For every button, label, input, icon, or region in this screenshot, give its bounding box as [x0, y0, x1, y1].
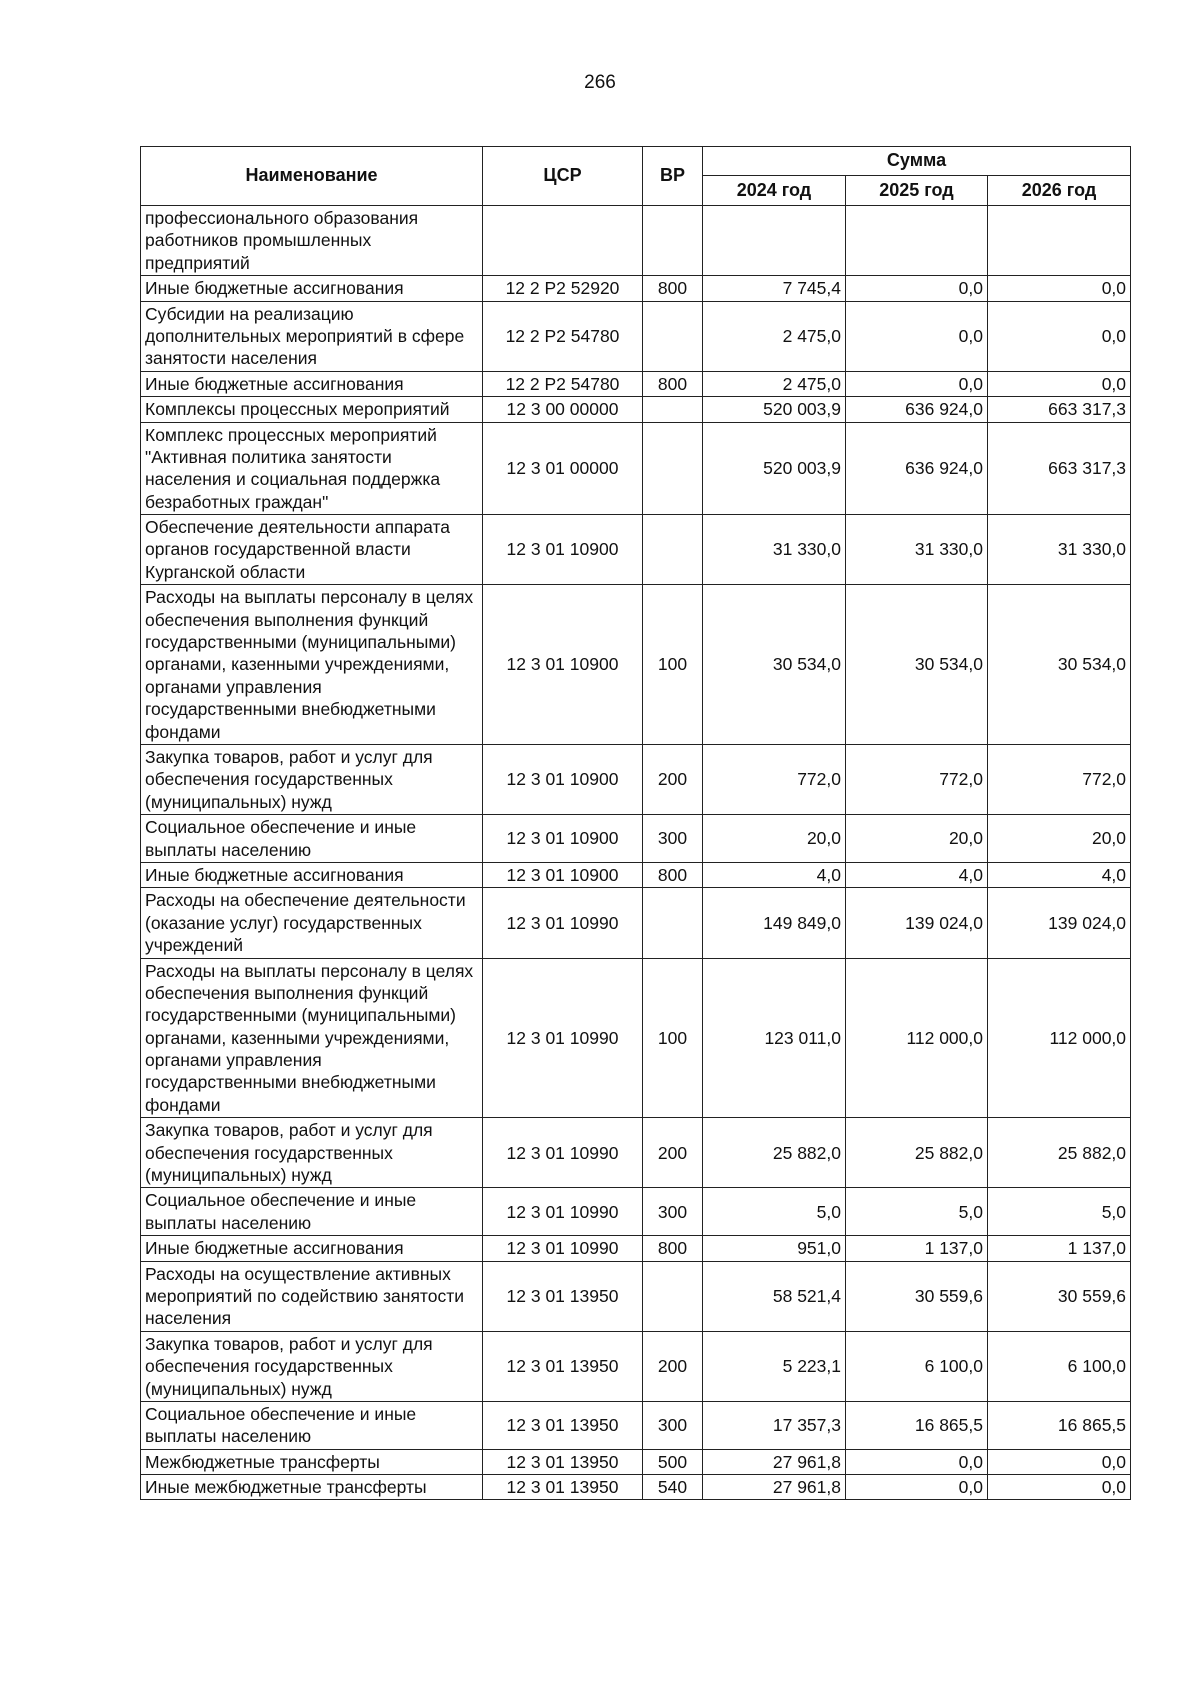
row-name: Социальное обеспечение и иные выплаты населению: [141, 1188, 483, 1236]
row-amount-2026: 25 882,0: [988, 1118, 1131, 1188]
table-body: [141, 206, 1131, 1500]
row-amount-2025: 0,0: [846, 1449, 988, 1474]
row-csr: 12 3 01 13950: [483, 1261, 643, 1331]
row-name: Межбюджетные трансферты: [141, 1449, 483, 1474]
row-amount-2024: [703, 206, 846, 276]
row-amount-2024: 772,0: [703, 744, 846, 814]
table-row: [141, 585, 1131, 745]
table-row: [141, 888, 1131, 958]
row-csr: 12 3 01 10990: [483, 1236, 643, 1261]
row-name: Закупка товаров, работ и услуг для обеспечения государственных (муниципальных) нужд: [141, 1118, 483, 1188]
row-amount-2026: 139 024,0: [988, 888, 1131, 958]
row-name: Иные межбюджетные трансферты: [141, 1475, 483, 1500]
table-row: [141, 276, 1131, 301]
row-name: Расходы на обеспечение деятельности (оказание услуг) государственных учреждений: [141, 888, 483, 958]
row-amount-2025: 1 137,0: [846, 1236, 988, 1261]
row-amount-2026: 16 865,5: [988, 1401, 1131, 1449]
row-vr: 100: [643, 585, 703, 745]
row-amount-2025: 30 559,6: [846, 1261, 988, 1331]
row-amount-2026: 0,0: [988, 371, 1131, 396]
row-name: Комплексы процессных мероприятий: [141, 397, 483, 422]
row-amount-2024: 27 961,8: [703, 1449, 846, 1474]
row-amount-2024: 20,0: [703, 815, 846, 863]
row-vr: [643, 397, 703, 422]
row-amount-2026: 1 137,0: [988, 1236, 1131, 1261]
budget-table: [140, 146, 1131, 1500]
row-vr: [643, 1261, 703, 1331]
row-csr: 12 3 01 10900: [483, 744, 643, 814]
row-name: Закупка товаров, работ и услуг для обеспечения государственных (муниципальных) нужд: [141, 1331, 483, 1401]
row-name: Социальное обеспечение и иные выплаты населению: [141, 1401, 483, 1449]
row-name: Социальное обеспечение и иные выплаты населению: [141, 815, 483, 863]
row-amount-2026: 30 534,0: [988, 585, 1131, 745]
table-row: [141, 1118, 1131, 1188]
table-row: [141, 206, 1131, 276]
table-row: [141, 422, 1131, 515]
row-amount-2025: 0,0: [846, 276, 988, 301]
table-row: [141, 1261, 1131, 1331]
table-header: [141, 147, 1131, 206]
table-row: [141, 1236, 1131, 1261]
row-amount-2025: 0,0: [846, 1475, 988, 1500]
row-amount-2026: 663 317,3: [988, 422, 1131, 515]
row-name: Иные бюджетные ассигнования: [141, 276, 483, 301]
table-row: [141, 301, 1131, 371]
table-row: [141, 1449, 1131, 1474]
row-amount-2024: 30 534,0: [703, 585, 846, 745]
row-amount-2026: 5,0: [988, 1188, 1131, 1236]
row-amount-2026: 0,0: [988, 301, 1131, 371]
row-csr: 12 3 01 10900: [483, 815, 643, 863]
row-amount-2026: 772,0: [988, 744, 1131, 814]
table-row: [141, 515, 1131, 585]
row-amount-2024: 520 003,9: [703, 422, 846, 515]
header-year-2024: 2024 год: [703, 176, 846, 206]
row-amount-2024: 4,0: [703, 862, 846, 887]
row-amount-2025: 0,0: [846, 371, 988, 396]
row-amount-2026: 4,0: [988, 862, 1131, 887]
row-amount-2024: 520 003,9: [703, 397, 846, 422]
row-csr: 12 3 01 10990: [483, 888, 643, 958]
row-name: Иные бюджетные ассигнования: [141, 1236, 483, 1261]
row-name: Расходы на выплаты персоналу в целях обеспечения выполнения функций государственными (муниципальными) органами, казенными учреждениями, органами управления государственными внебюджетными фондами: [141, 958, 483, 1118]
row-amount-2024: 58 521,4: [703, 1261, 846, 1331]
row-amount-2026: 0,0: [988, 1449, 1131, 1474]
header-csr: ЦСР: [483, 147, 643, 206]
table-row: [141, 815, 1131, 863]
row-vr: 800: [643, 862, 703, 887]
row-vr: [643, 515, 703, 585]
row-csr: 12 3 01 10900: [483, 585, 643, 745]
table-row: [141, 1475, 1131, 1500]
row-vr: 100: [643, 958, 703, 1118]
row-amount-2025: 0,0: [846, 301, 988, 371]
row-amount-2025: 4,0: [846, 862, 988, 887]
row-amount-2024: 123 011,0: [703, 958, 846, 1118]
row-csr: 12 3 01 13950: [483, 1449, 643, 1474]
row-amount-2026: 20,0: [988, 815, 1131, 863]
row-amount-2024: 27 961,8: [703, 1475, 846, 1500]
row-name: Иные бюджетные ассигнования: [141, 862, 483, 887]
row-csr: 12 3 01 00000: [483, 422, 643, 515]
row-name: Расходы на выплаты персоналу в целях обеспечения выполнения функций государственными (муниципальными) органами, казенными учреждениями, органами управления государственными внебюджетными фондами: [141, 585, 483, 745]
row-vr: 200: [643, 744, 703, 814]
row-vr: 800: [643, 276, 703, 301]
row-amount-2024: 7 745,4: [703, 276, 846, 301]
header-year-2026: 2026 год: [988, 176, 1131, 206]
header-vr: ВР: [643, 147, 703, 206]
header-sum: Сумма: [703, 147, 1131, 176]
row-name: Расходы на осуществление активных мероприятий по содействию занятости населения: [141, 1261, 483, 1331]
row-amount-2024: 951,0: [703, 1236, 846, 1261]
row-name: Обеспечение деятельности аппарата органов государственной власти Курганской области: [141, 515, 483, 585]
row-vr: 500: [643, 1449, 703, 1474]
row-csr: 12 2 Р2 52920: [483, 276, 643, 301]
row-name: Комплекс процессных мероприятий "Активная политика занятости населения и социальная поддержка безработных граждан": [141, 422, 483, 515]
row-csr: 12 3 01 10900: [483, 862, 643, 887]
row-csr: 12 3 01 10990: [483, 1118, 643, 1188]
row-csr: [483, 206, 643, 276]
table-row: [141, 744, 1131, 814]
row-amount-2025: 636 924,0: [846, 397, 988, 422]
row-amount-2024: 17 357,3: [703, 1401, 846, 1449]
table-row: [141, 371, 1131, 396]
row-vr: 200: [643, 1118, 703, 1188]
row-amount-2026: 112 000,0: [988, 958, 1131, 1118]
row-name: Закупка товаров, работ и услуг для обеспечения государственных (муниципальных) нужд: [141, 744, 483, 814]
row-amount-2025: 6 100,0: [846, 1331, 988, 1401]
row-csr: 12 3 00 00000: [483, 397, 643, 422]
row-amount-2026: 30 559,6: [988, 1261, 1131, 1331]
table-row: [141, 1401, 1131, 1449]
row-vr: [643, 206, 703, 276]
row-csr: 12 2 Р2 54780: [483, 301, 643, 371]
row-amount-2026: 0,0: [988, 276, 1131, 301]
row-amount-2024: 5,0: [703, 1188, 846, 1236]
row-vr: 800: [643, 1236, 703, 1261]
row-amount-2026: 31 330,0: [988, 515, 1131, 585]
row-amount-2025: 112 000,0: [846, 958, 988, 1118]
row-name: Субсидии на реализацию дополнительных мероприятий в сфере занятости населения: [141, 301, 483, 371]
row-name: профессионального образования работников промышленных предприятий: [141, 206, 483, 276]
row-amount-2026: 663 317,3: [988, 397, 1131, 422]
row-csr: 12 3 01 13950: [483, 1331, 643, 1401]
row-csr: 12 3 01 13950: [483, 1475, 643, 1500]
table-row: [141, 862, 1131, 887]
row-amount-2025: 30 534,0: [846, 585, 988, 745]
row-vr: 200: [643, 1331, 703, 1401]
row-name: Иные бюджетные ассигнования: [141, 371, 483, 396]
row-amount-2025: [846, 206, 988, 276]
row-amount-2026: 6 100,0: [988, 1331, 1131, 1401]
row-amount-2024: 25 882,0: [703, 1118, 846, 1188]
row-amount-2024: 149 849,0: [703, 888, 846, 958]
table-row: [141, 958, 1131, 1118]
row-amount-2025: 772,0: [846, 744, 988, 814]
row-amount-2025: 139 024,0: [846, 888, 988, 958]
row-vr: 300: [643, 1188, 703, 1236]
row-csr: 12 2 Р2 54780: [483, 371, 643, 396]
row-amount-2026: 0,0: [988, 1475, 1131, 1500]
row-csr: 12 3 01 10990: [483, 958, 643, 1118]
row-amount-2025: 5,0: [846, 1188, 988, 1236]
row-csr: 12 3 01 10900: [483, 515, 643, 585]
row-amount-2025: 636 924,0: [846, 422, 988, 515]
header-name: Наименование: [141, 147, 483, 206]
row-vr: 300: [643, 1401, 703, 1449]
row-amount-2024: 5 223,1: [703, 1331, 846, 1401]
row-amount-2025: 16 865,5: [846, 1401, 988, 1449]
row-amount-2025: 25 882,0: [846, 1118, 988, 1188]
row-amount-2024: 2 475,0: [703, 301, 846, 371]
row-csr: 12 3 01 10990: [483, 1188, 643, 1236]
row-vr: [643, 301, 703, 371]
header-year-2025: 2025 год: [846, 176, 988, 206]
row-vr: 800: [643, 371, 703, 396]
row-amount-2026: [988, 206, 1131, 276]
row-csr: 12 3 01 13950: [483, 1401, 643, 1449]
row-vr: 300: [643, 815, 703, 863]
row-amount-2024: 31 330,0: [703, 515, 846, 585]
row-vr: 540: [643, 1475, 703, 1500]
table-row: [141, 1188, 1131, 1236]
row-amount-2025: 31 330,0: [846, 515, 988, 585]
row-vr: [643, 888, 703, 958]
row-amount-2024: 2 475,0: [703, 371, 846, 396]
table-row: [141, 1331, 1131, 1401]
page-number: 266: [584, 72, 616, 93]
row-amount-2025: 20,0: [846, 815, 988, 863]
table-row: [141, 397, 1131, 422]
row-vr: [643, 422, 703, 515]
